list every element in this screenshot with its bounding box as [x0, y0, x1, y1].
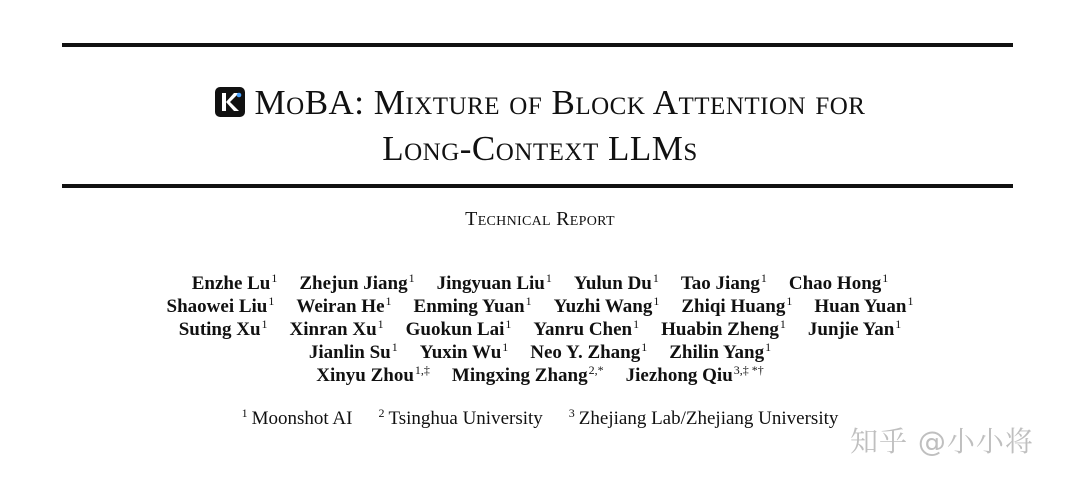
affiliation-mark: 1	[241, 406, 248, 420]
author-affiliation-mark: 2,*	[588, 363, 604, 377]
affiliation-name: Zhejiang Lab/Zhejiang University	[578, 408, 839, 429]
author-name: Weiran He	[296, 296, 385, 317]
kimi-logo-icon	[215, 87, 245, 117]
author-affiliation-mark: 1	[641, 340, 648, 354]
author-name: Zhilin Yang	[669, 342, 765, 363]
author	[179, 318, 268, 341]
affiliation-mark: 2	[378, 406, 385, 420]
author	[626, 364, 764, 387]
author	[533, 318, 639, 341]
author-affiliation-mark: 1	[271, 271, 278, 285]
author-affiliation-mark: 1,‡	[414, 363, 430, 377]
author	[669, 341, 771, 364]
top-rule	[62, 43, 1013, 47]
author-name: Yulun Du	[573, 273, 652, 294]
author-name: Yanru Chen	[533, 319, 633, 340]
author-name: Mingxing Zhang	[451, 365, 588, 386]
author-affiliation-mark: 1	[779, 317, 786, 331]
author	[789, 272, 888, 295]
author-name: Yuzhi Wang	[553, 296, 653, 317]
author-name: Xinyu Zhou	[316, 365, 414, 386]
title-line-1	[0, 80, 1080, 126]
author	[452, 364, 604, 387]
author-affiliation-mark: 1	[268, 294, 275, 308]
author-name: Huabin Zheng	[661, 319, 779, 340]
author-row	[0, 318, 1080, 341]
author-row	[0, 295, 1080, 318]
author-affiliation-mark: 1	[633, 317, 640, 331]
author	[406, 318, 512, 341]
author-affiliation-mark: 1	[391, 340, 398, 354]
author-name: Jingyuan Liu	[436, 273, 545, 294]
author-affiliation-mark: 1	[505, 317, 512, 331]
bottom-rule	[62, 184, 1013, 188]
affiliation	[378, 408, 542, 430]
author-affiliation-mark: 1	[907, 294, 914, 308]
author-name: Zhiqi Huang	[681, 296, 786, 317]
author	[681, 272, 767, 295]
author-name: Huan Yuan	[814, 296, 907, 317]
author-name: Guokun Lai	[405, 319, 505, 340]
affiliation-name: Tsinghua University	[388, 408, 543, 429]
affiliation-name: Moonshot AI	[251, 408, 353, 429]
author-affiliation-mark: 1	[377, 317, 384, 331]
author	[808, 318, 901, 341]
author-name: Neo Y. Zhang	[530, 342, 641, 363]
affiliation-mark: 3	[568, 406, 575, 420]
author	[814, 295, 913, 318]
author	[290, 318, 384, 341]
author-affiliation-mark: 1	[502, 340, 509, 354]
title-line-2: Long-Context LLMs	[382, 129, 698, 168]
author	[554, 295, 660, 318]
author	[296, 295, 391, 318]
author-affiliation-mark: 1	[545, 271, 552, 285]
author	[530, 341, 647, 364]
affiliation	[242, 408, 353, 430]
author-affiliation-mark: 3,‡ *†	[733, 363, 764, 377]
author-name: Enming Yuan	[413, 296, 525, 317]
author-affiliation-mark: 1	[652, 271, 659, 285]
author	[661, 318, 786, 341]
author-name: Xinran Xu	[289, 319, 377, 340]
title-text-line-1: MoBA: Mixture of Block Attention for	[254, 83, 866, 122]
author-name: Shaowei Liu	[166, 296, 268, 317]
author-name: Suting Xu	[178, 319, 261, 340]
author-name: Zhejun Jiang	[299, 273, 408, 294]
affiliation	[569, 408, 839, 430]
author	[316, 364, 430, 387]
author-name: Tao Jiang	[680, 273, 760, 294]
author-name: Yuxin Wu	[419, 342, 502, 363]
author-affiliation-mark: 1	[765, 340, 772, 354]
zhihu-watermark: 知乎 @小小将	[850, 425, 1034, 458]
author-name: Jiezhong Qiu	[625, 365, 733, 386]
author	[574, 272, 659, 295]
author-row	[0, 364, 1080, 387]
author-affiliation-mark: 1	[653, 294, 660, 308]
author-name: Jianlin Su	[308, 342, 391, 363]
author	[167, 295, 275, 318]
author-affiliation-mark: 1	[525, 294, 532, 308]
author-affiliation-mark: 1	[786, 294, 793, 308]
author-list	[0, 272, 1080, 387]
author-affiliation-mark: 1	[882, 271, 889, 285]
author	[414, 295, 532, 318]
author-row	[0, 272, 1080, 295]
author-name: Chao Hong	[788, 273, 882, 294]
author	[420, 341, 509, 364]
paper-title	[0, 80, 1080, 172]
author-affiliation-mark: 1	[408, 271, 415, 285]
author-affiliation-mark: 1	[895, 317, 902, 331]
author-affiliation-mark: 1	[385, 294, 392, 308]
author	[437, 272, 552, 295]
author	[681, 295, 792, 318]
author-row	[0, 341, 1080, 364]
report-type: Technical Report	[465, 208, 615, 230]
author-name: Junjie Yan	[807, 319, 895, 340]
author-affiliation-mark: 1	[760, 271, 767, 285]
author	[192, 272, 278, 295]
author	[299, 272, 414, 295]
author-name: Enzhe Lu	[191, 273, 271, 294]
author	[309, 341, 398, 364]
author-affiliation-mark: 1	[261, 317, 268, 331]
